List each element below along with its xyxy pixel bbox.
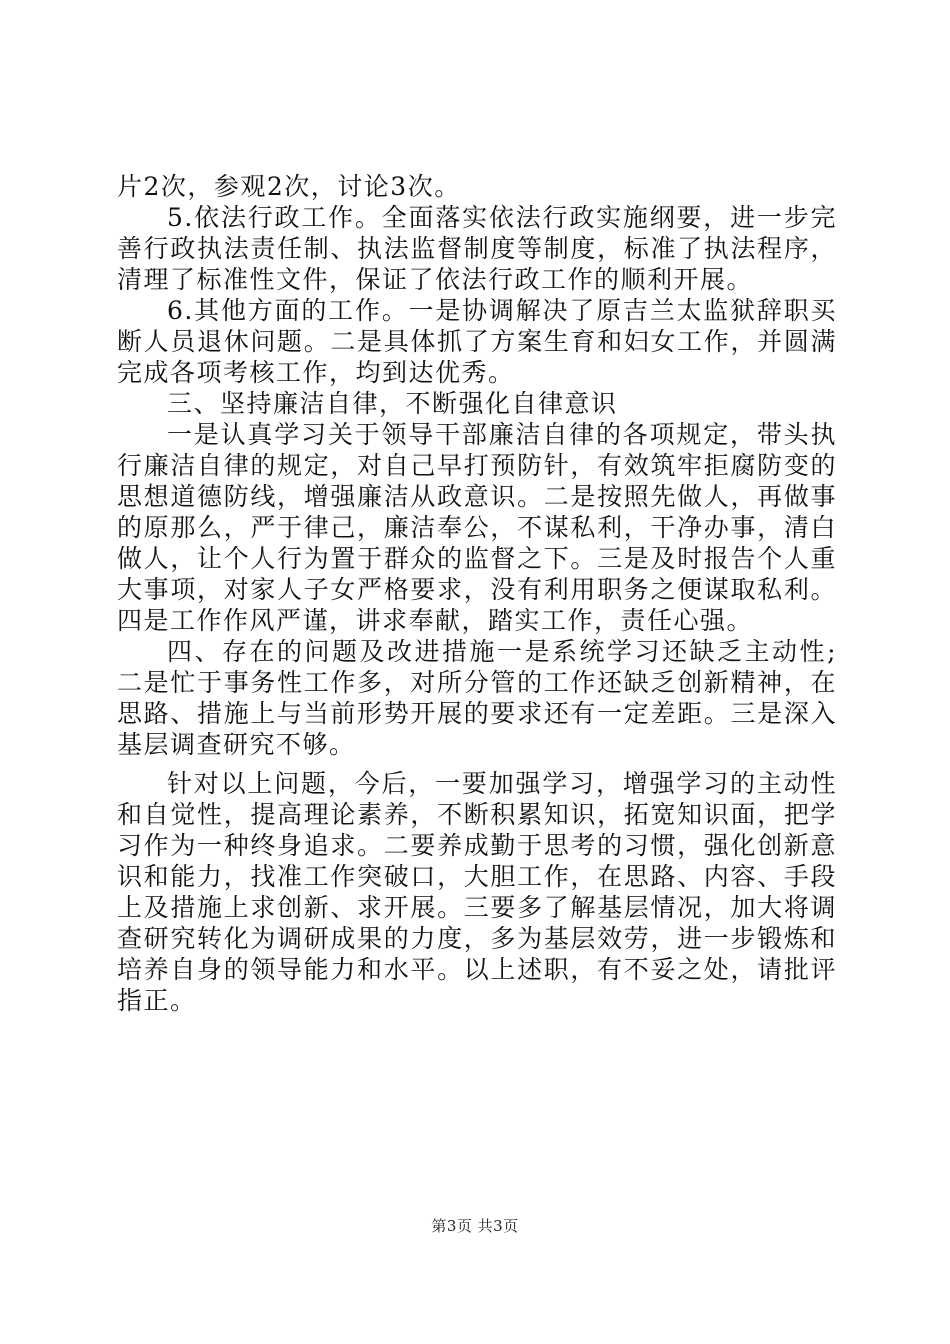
section-heading-4-paragraph: 四、存在的问题及改进措施一是系统学习还缺乏主动性;二是忙于事务性工作多，对所分管的工作还缺乏创新精神，在思路、措施上与当前形势开展的要求还有一定差距。三是深入基层调查研究不够。 <box>117 637 837 759</box>
paragraph-item-5: 5.依法行政工作。全面落实依法行政实施纲要，进一步完善行政执法责任制、执法监督制度等制度，标准了执法程序，清理了标准性文件，保证了依法行政工作的顺利开展。 <box>117 203 837 294</box>
section-heading-3: 三、坚持廉洁自律，不断强化自律意识 <box>167 389 618 418</box>
paragraph-continuation: 片2次，参观2次，讨论3次。 <box>117 172 461 201</box>
page-number-footer: 第3页 共3页 <box>431 1217 519 1235</box>
document-body <box>117 171 837 1016</box>
paragraph-improvements: 针对以上问题，今后，一要加强学习，增强学习的主动性和自觉性，提高理论素养，不断积累知识，拓宽知识面，把学习作为一种终身追求。二要养成勤于思考的习惯，强化创新意识和能力，找准工作突破口，大胆工作，在思路、内容、手段上及措施上求创新、求开展。三要多了解基层情况，加大将调查研究转化为调研成果的力度，多为基层效劳，进一步锻炼和培养自身的领导能力和水平。以上述职，有不妥之处，请批评指正。 <box>117 769 837 1015</box>
paragraph-item-6: 6.其他方面的工作。一是协调解决了原吉兰太监狱辞职买断人员退休问题。二是具体抓了方案生育和妇女工作，并圆满完成各项考核工作，均到达优秀。 <box>117 296 837 387</box>
paragraph-integrity: 一是认真学习关于领导干部廉洁自律的各项规定，带头执行廉洁自律的规定，对自己早打预防针，有效筑牢拒腐防变的思想道德防线，增强廉洁从政意识。二是按照先做人，再做事的原那么，严于律己，廉洁奉公，不谋私利，干净办事，清白做人，让个人行为置于群众的监督之下。三是及时报告个人重大事项，对家人子女严格要求，没有利用职务之便谋取私利。四是工作作风严谨，讲求奉献，踏实工作，责任心强。 <box>117 420 837 635</box>
